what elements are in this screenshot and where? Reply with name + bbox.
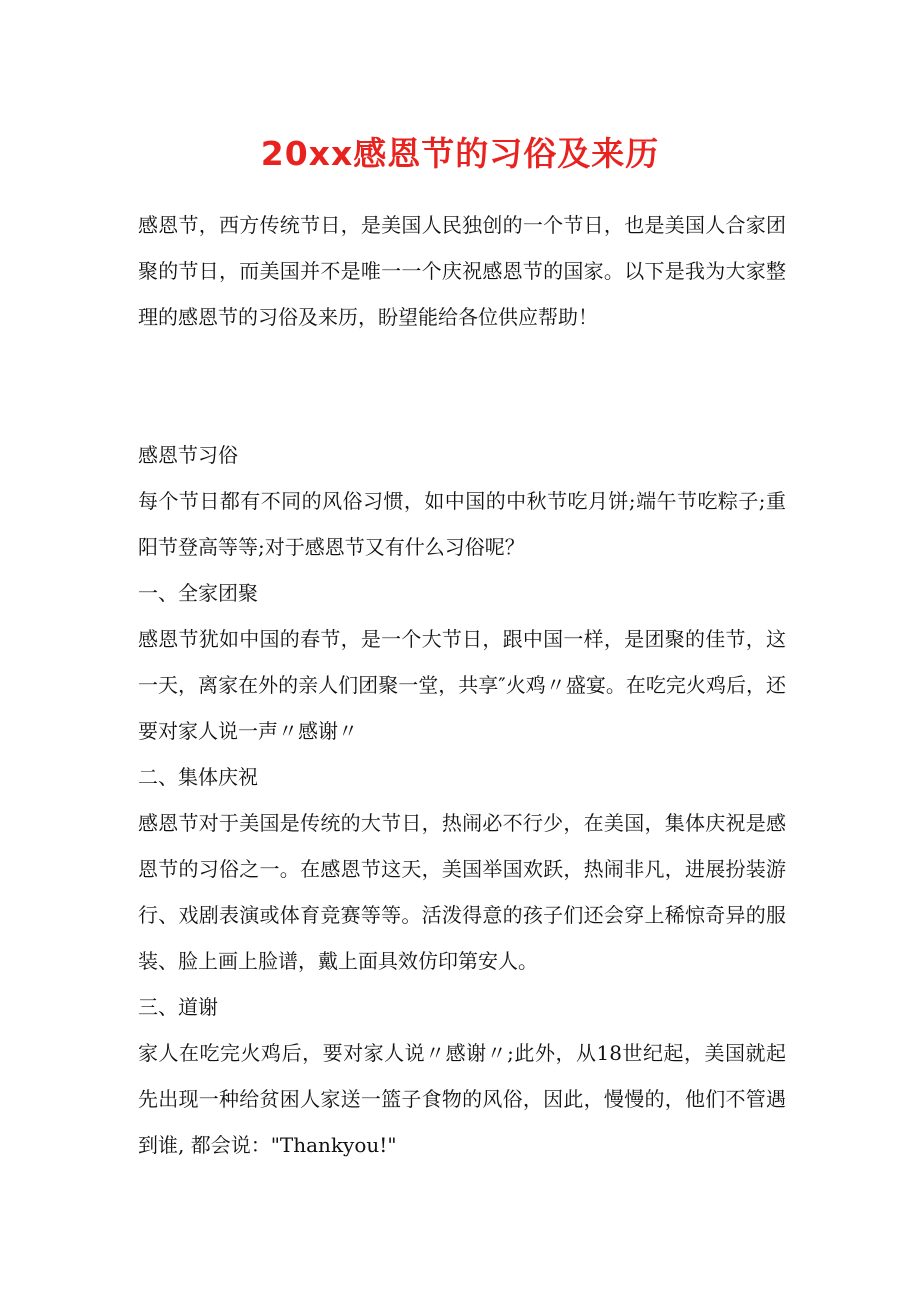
item-text-collective-celebration: 感恩节对于美国是传统的大节日，热闹必不行少，在美国，集体庆祝是感恩节的习俗之一。在感恩节这天，美国举国欢跃，热闹非凡，进展扮装游行、戏剧表演或体育竞赛等等。活泼得意的孩子们还会穿上稀惊奇异的服装、脸上画上脸谱，戴上面具效仿印第安人。 bbox=[138, 811, 786, 973]
paragraph-spacer bbox=[138, 386, 786, 432]
item-text-thanks: 家人在吃完火鸡后，要对家人说〃感谢〃;此外，从18世纪起，美国就起先出现一种给贫困人家送一篮子食物的风俗，因此，慢慢的，他们不管遇到谁, 都会说："Thankyou!" bbox=[138, 1041, 786, 1157]
section-heading: 感恩节习俗 bbox=[138, 443, 238, 467]
section-intro-paragraph: 每个节日都有不同的风俗习惯，如中国的中秋节吃月饼;端午节吃粽子;重阳节登高等等;对于感恩节又有什么习俗呢？ bbox=[138, 489, 786, 559]
paragraph-spacer bbox=[138, 340, 786, 386]
intro-paragraph: 感恩节，西方传统节日，是美国人民独创的一个节日，也是美国人合家团聚的节日，而美国并不是唯一一个庆祝感恩节的国家。以下是我为大家整理的感恩节的习俗及来历，盼望能给各位供应帮助！ bbox=[138, 213, 786, 329]
item-heading-collective-celebration: 二、集体庆祝 bbox=[138, 765, 258, 789]
item-heading-family-reunion: 一、全家团聚 bbox=[138, 581, 258, 605]
item-heading-thanks: 三、道谢 bbox=[138, 995, 218, 1019]
document-title: 20xx感恩节的习俗及来历 bbox=[260, 134, 660, 173]
document-body bbox=[138, 202, 786, 1168]
item-text-family-reunion: 感恩节犹如中国的春节，是一个大节日，跟中国一样，是团聚的佳节，这一天，离家在外的亲人们团聚一堂，共享″火鸡〃盛宴。在吃完火鸡后，还要对家人说一声〃感谢〃 bbox=[138, 627, 786, 743]
